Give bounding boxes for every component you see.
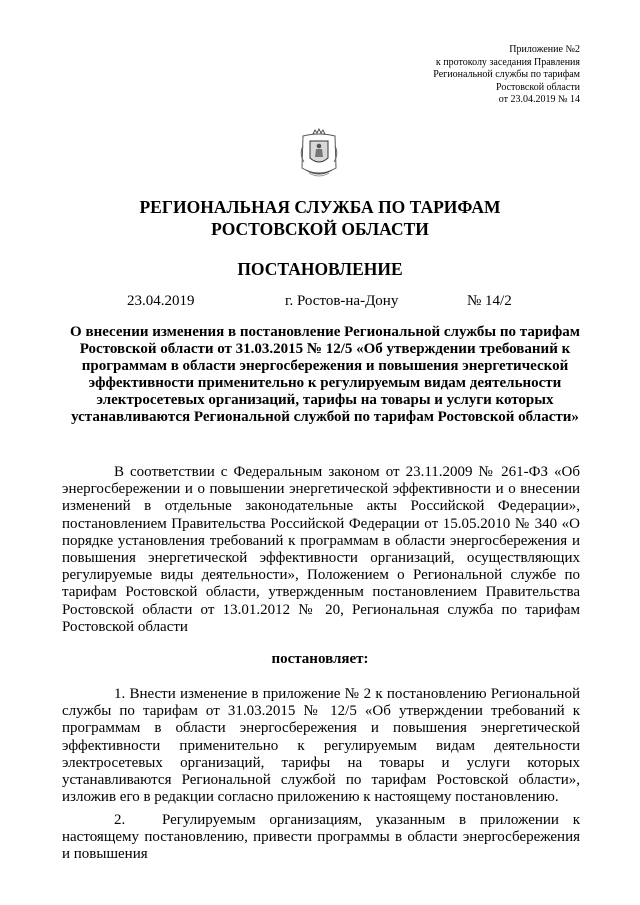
- item-2-text: Регулируемым организациям, указанным в приложении к настоящему постановлению, привести программы в области энергосбережения и повышения: [62, 812, 580, 863]
- document-city: г. Ростов-на-Дону: [285, 293, 399, 309]
- appendix-line: Региональной службы по тарифам: [433, 69, 580, 80]
- appendix-line: Ростовской области: [496, 81, 580, 93]
- organization-title-line: РОСТОВСКОЙ ОБЛАСТИ: [211, 219, 429, 239]
- item-2-number: 2.: [114, 812, 126, 828]
- organization-title-line: РЕГИОНАЛЬНАЯ СЛУЖБА ПО ТАРИФАМ: [139, 197, 501, 217]
- appendix-line: к протоколу заседания Правления: [435, 56, 580, 68]
- coat-of-arms-icon: [297, 128, 341, 180]
- appendix-note: [320, 44, 580, 107]
- appendix-line: от 23.04.2019 № 14: [498, 94, 580, 105]
- item-1-paragraph: 1. Внести изменение в приложение № 2 к постановлению Региональной службы по тарифам от 31.03.2015 № 12/5 «Об утверждении требований к программам в области энергосбережения и повышения энергетической эффективности применительно к регулируемым видам деятельности электросетевых организаций, тарифы на товары и услуги которых устанавливаются Региональной службой по тарифам Ростовской области», изложив его в редакции согласно приложению к настоящему постановлению.: [62, 686, 580, 806]
- document-subject: О внесении изменения в постановление Региональной службы по тарифам Ростовской области от 31.03.2015 № 12/5 «Об утверждении требований к программам в области энергосбережения и повышения энергетической эффективности применительно к регулируемым видам деятельности электросетевых организаций, тарифы на товары и услуги которых устанавливаются Региональной службой по тарифам Ростовской области»: [70, 324, 580, 425]
- document-meta: [0, 291, 640, 311]
- organization-title: [0, 196, 640, 240]
- document-type: ПОСТАНОВЛЕНИЕ: [237, 259, 403, 279]
- document-date: 23.04.2019: [127, 293, 195, 309]
- resolves-heading: постановляет:: [271, 651, 369, 667]
- preamble-paragraph: В соответствии с Федеральным законом от 23.11.2009 № 261-ФЗ «Об энергосбережении и о повышении энергетической эффективности и о внесении изменений в отдельные законодательные акты Российской Федерации», постановлением Правительства Российской Федерации от 15.05.2010 № 340 «О порядке установления требований к программам в области энергосбережения и повышения энергетической эффективности организаций, осуществляющих регулируемые виды деятельности», Положением о Региональной службе по тарифам Ростовской области, утвержденным постановлением Правительства Ростовской области от 13.01.2012 № 20, Региональная служба по тарифам Ростовской области: [62, 464, 580, 635]
- item-2-paragraph: [62, 812, 580, 864]
- appendix-line: Приложение №2: [509, 44, 580, 55]
- document-number: № 14/2: [467, 293, 512, 309]
